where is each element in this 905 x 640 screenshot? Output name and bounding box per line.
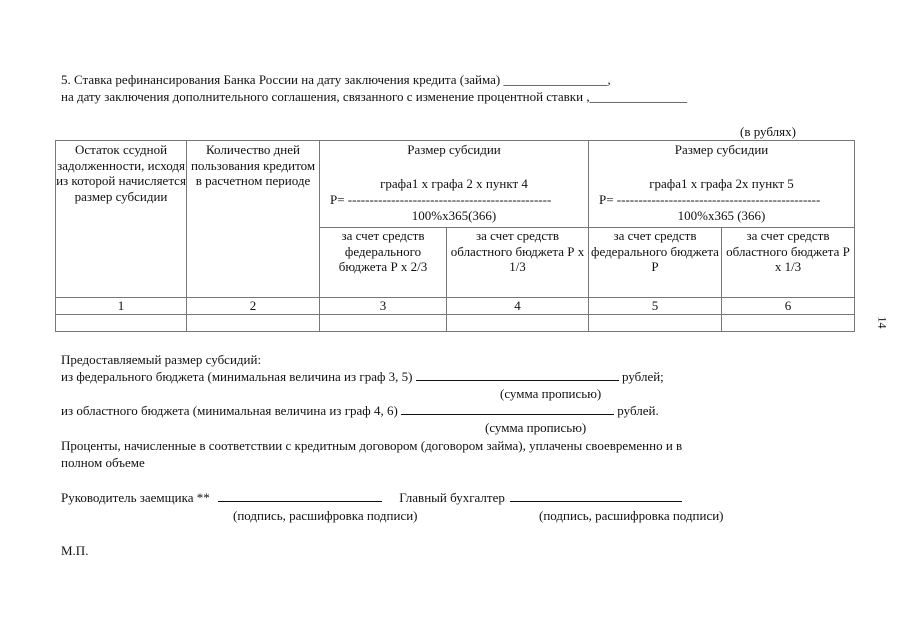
unit-note: (в рублях) (740, 124, 796, 139)
data-cell[interactable] (187, 314, 320, 331)
head-signature-field[interactable] (218, 490, 382, 502)
regional-subsidy-line (61, 403, 659, 418)
interest-paid-line-2: полном объеме (61, 455, 145, 470)
formula-fraction-line-1: Р= ----------------------------------------------- (330, 192, 552, 207)
subsidy-title-1: Размер субсидии (407, 142, 501, 157)
head-signature-hint: (подпись, расшифровка подписи) (233, 508, 418, 523)
column-number: 6 (722, 298, 855, 315)
subsidy-title-2: Размер субсидии (674, 142, 769, 157)
amendment-date-line: на дату заключения дополнительного соглашения, связанного с изменение процентной ставки ,_______________ (61, 89, 688, 104)
federal-subsidy-label: из федерального бюджета (минимальная величина из граф 3, 5) (61, 369, 413, 384)
subheader-regional-2: за счет средств областного бюджета Р х 1/3 (722, 228, 855, 298)
refinancing-rate-line: 5. Ставка рефинансирования Банка России на дату заключения кредита (займа) ________________, (61, 72, 611, 87)
column-number-row (56, 298, 855, 315)
formula-block-2 (589, 141, 854, 223)
regional-amount-field[interactable] (401, 403, 614, 415)
chief-signature-hint: (подпись, расшифровка подписи) (539, 508, 724, 523)
federal-amount-hint: (сумма прописью) (500, 386, 602, 401)
federal-amount-field[interactable] (416, 369, 619, 381)
subheader-regional-1: за счет средств областного бюджета Р х 1/3 (447, 228, 589, 298)
header-subsidy-group-1 (320, 141, 589, 228)
column-number: 3 (320, 298, 447, 315)
data-cell[interactable] (589, 314, 722, 331)
signature-line (61, 490, 682, 505)
header-loan-balance: Остаток ссудной задолженности, исходя из которой начисляется размер субсидии (56, 141, 187, 298)
column-number: 1 (56, 298, 187, 315)
header-subsidy-group-2 (589, 141, 855, 228)
column-number: 4 (447, 298, 589, 315)
page-number: 14 (875, 316, 890, 329)
empty-data-row (56, 314, 855, 331)
head-of-borrower-label: Руководитель заемщика ** (61, 490, 210, 505)
formula-denominator-2: 100%х365 (366) (677, 208, 766, 223)
formula-denominator-1: 100%х365(366) (411, 208, 497, 223)
data-cell[interactable] (722, 314, 855, 331)
header-days-count: Количество дней пользования кредитом в расчетном периоде (187, 141, 320, 298)
subheader-federal-2: за счет средств федерального бюджета Р (589, 228, 722, 298)
data-cell[interactable] (56, 314, 187, 331)
formula-numerator-2: графа1 х графа 2х пункт 5 (649, 176, 794, 191)
formula-fraction-line-2: Р= ----------------------------------------------- (599, 192, 821, 207)
federal-subsidy-line (61, 369, 664, 384)
subheader-federal-1: за счет средств федерального бюджета Р х 2/3 (320, 228, 447, 298)
regional-subsidy-label: из областного бюджета (минимальная величина из граф 4, 6) (61, 403, 398, 418)
stamp-place-label: М.П. (61, 543, 89, 558)
chief-accountant-signature-field[interactable] (510, 490, 682, 502)
chief-accountant-label: Главный бухгалтер (399, 490, 505, 505)
column-number: 2 (187, 298, 320, 315)
subsidy-table (55, 140, 855, 332)
interest-paid-line-1: Проценты, начисленные в соответствии с кредитным договором (договором займа), уплачены своевременно и в (61, 438, 683, 453)
data-cell[interactable] (320, 314, 447, 331)
regional-amount-hint: (сумма прописью) (485, 420, 587, 435)
data-cell[interactable] (447, 314, 589, 331)
subsidy-section-title: Предоставляемый размер субсидий: (61, 352, 262, 367)
formula-numerator-1: графа1 х графа 2 х пункт 4 (380, 176, 528, 191)
formula-block-1 (320, 141, 588, 223)
federal-subsidy-suffix: рублей; (622, 369, 664, 384)
column-number: 5 (589, 298, 722, 315)
regional-subsidy-suffix: рублей. (617, 403, 659, 418)
